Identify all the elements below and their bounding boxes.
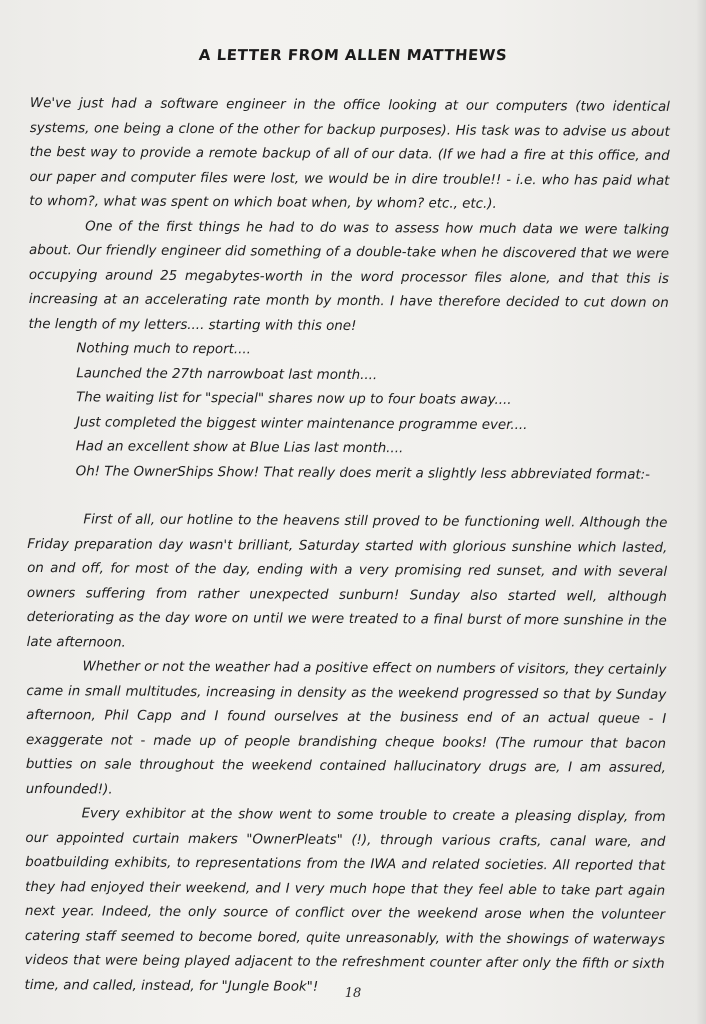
page-title: A LETTER FROM ALLEN MATTHEWS — [198, 46, 508, 64]
paragraph-data-size: One of the first things he had to do was to assess how much data we were talking about. Our friendly engineer did something of a double-take when he discovered that we were occupying around 25 megabytes-worth in the word processor files alone, and that this is increasing at an accelerating rate month by month. I have therefore decided to cut down on the length of my letters.... starting with this one! — [28, 218, 670, 334]
note-item: Just completed the biggest winter maintenance programme ever.... — [75, 414, 528, 433]
note-item: Had an excellent show at Blue Lias last month.... — [75, 439, 404, 457]
paragraph-weather: First of all, our hotline to the heavens still proved to be functioning well. Although the Friday preparation day wasn't brilliant, Saturday started with glorious sunshine which lasted, on and off, for most of the day, ending with a very promising red sunset, and with several owners suffering from rather unexpected sunburn! Sunday also started well, although deteriorating as the day wore on until we were treated to a final burst of more sunshine in the late afternoon. — [26, 512, 668, 651]
note-item: Oh! The OwnerShips Show! That really does merit a slightly less abbreviated format:- — [75, 463, 651, 483]
paragraph-visitors: Whether or not the weather had a positive effect on numbers of visitors, they certainly came in small multitudes, increasing in density as the weekend progressed so that by Sunday afternoon, Phil Capp and I found ourselves at the business end of an actual queue - I exaggerate not - made up of people brandishing cheque books! (The rumour that bacon butties on sale throughout the weekend contained hallucinatory drugs are, I am assured, unfounded!). — [25, 659, 667, 798]
paragraph-exhibitors: Every exhibitor at the show went to some trouble to create a pleasing display, from our appointed curtain makers "OwnerPleats" (!), through various crafts, canal ware, and boatbuilding exhibits, to representations from the IWA and related societies. All reported that they had enjoyed their weekend, and I very much hope that they feel able to take part again next year. Indeed, the only source of conflict over the weekend arose when the volunteer catering staff seemed to become bored, quite unreasonably, with the showings of waterways videos that were being played adjacent to the refreshment counter after only the fifth or sixth time, and called, instead, for "Jungle Book"! — [24, 806, 666, 995]
note-item: The waiting list for "special" shares now up to four boats away.... — [76, 390, 512, 408]
note-item: Launched the 27th narrowboat last month.... — [76, 365, 378, 383]
page-number: 18 — [344, 986, 362, 1001]
news-notes-list — [28, 337, 669, 488]
note-item: Nothing much to report.... — [76, 341, 251, 358]
paragraph-backup: We've just had a software engineer in the office looking at our computers (two identical systems, one being a clone of the other for backup purposes). His task was to advise us about the best way to provide a remote backup of all of our data. (If we had a fire at this office, and our paper and computer files were lost, we would be in dire trouble!! - i.e. who has paid what to whom?, what was spent on which boat when, by whom? etc., etc.). — [29, 95, 670, 212]
letter-body — [24, 92, 670, 1002]
